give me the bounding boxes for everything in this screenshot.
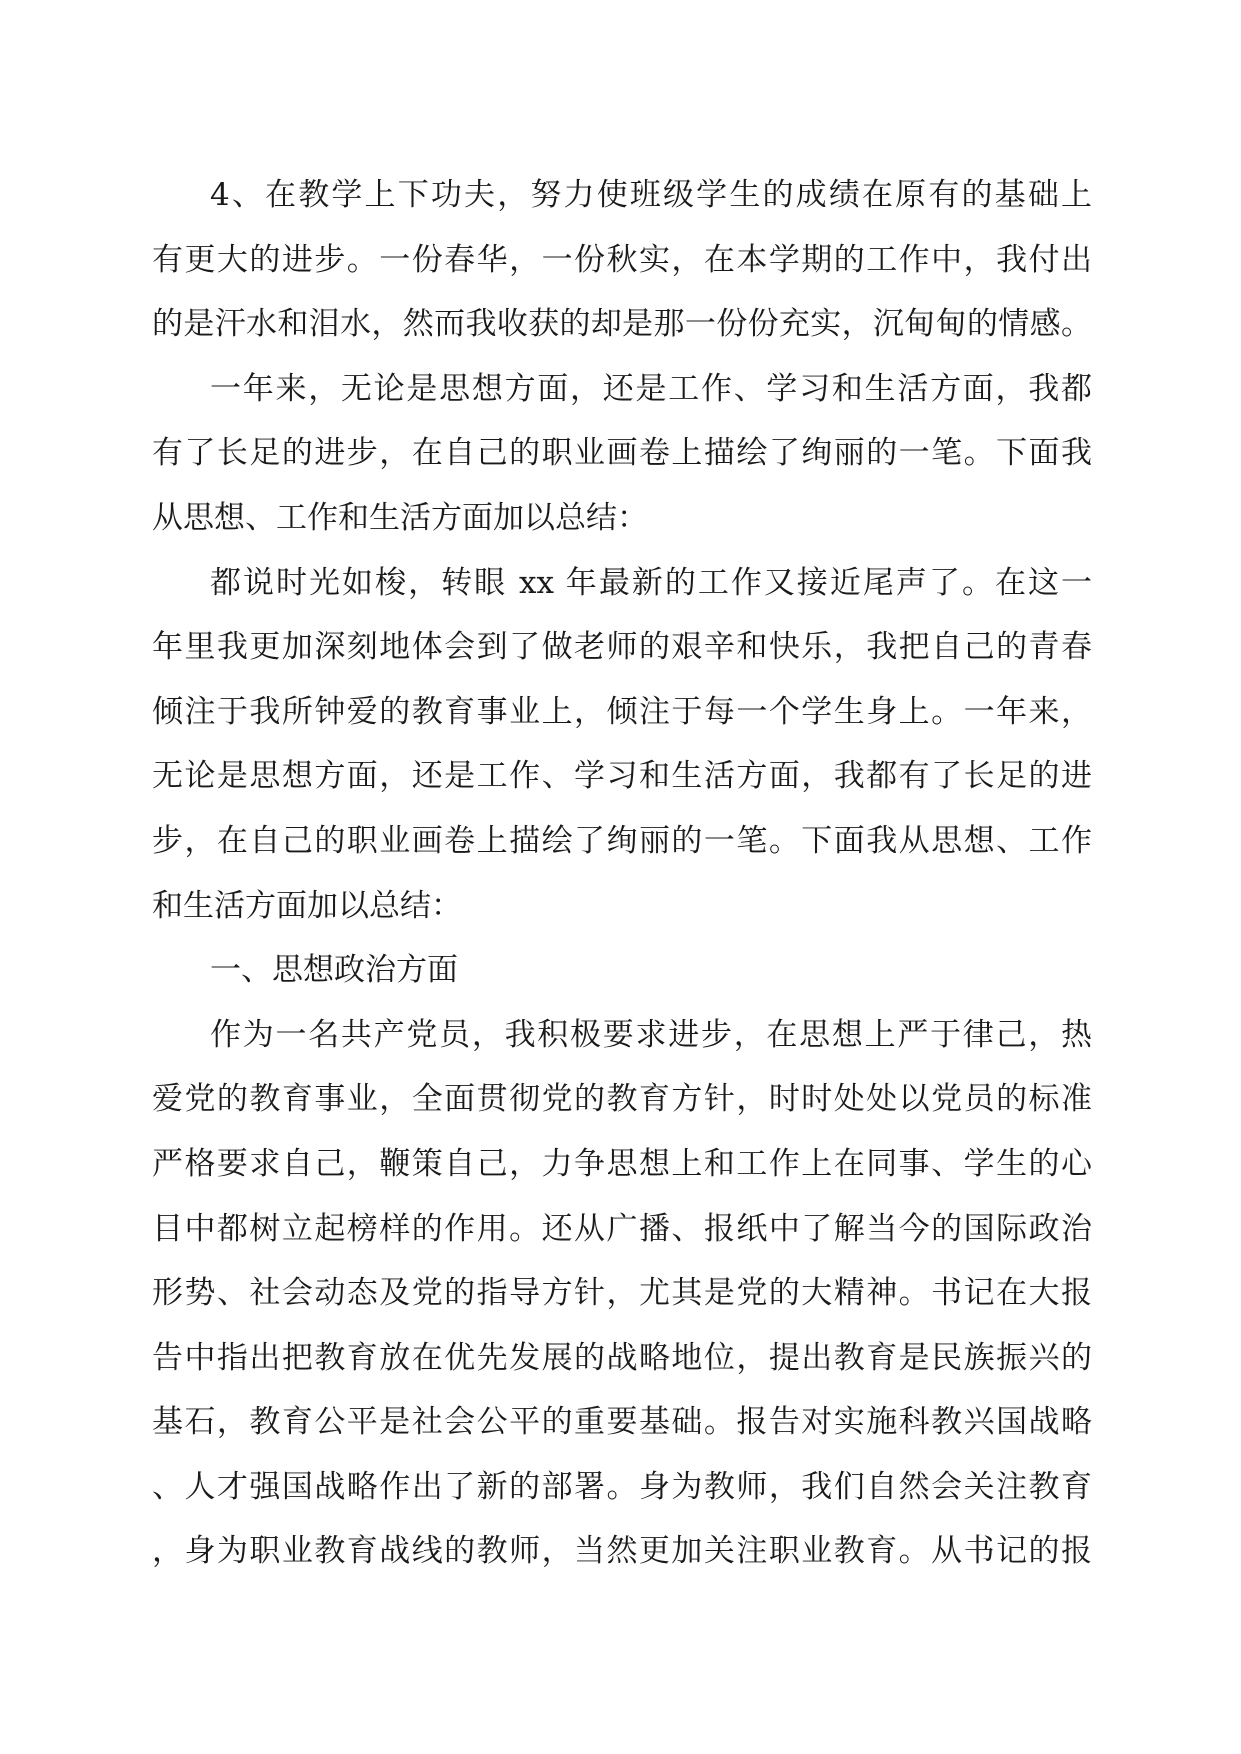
text-line: 告中指出把教育放在优先发展的战略地位，提出教育是民族振兴的	[152, 1339, 1092, 1376]
text-line: 形势、社会动态及党的指导方针，尤其是党的大精神。书记在大报	[152, 1275, 1092, 1312]
text-line: 倾注于我所钟爱的教育事业上，倾注于每一个学生身上。一年来，	[152, 693, 1092, 730]
paragraph	[152, 163, 1092, 357]
text-line: 一年来，无论是思想方面，还是工作、学习和生活方面，我都	[210, 370, 1092, 407]
section-heading-text: 一、思想政治方面	[210, 952, 458, 989]
text-line: 、人才强国战略作出了新的部署。身为教师，我们自然会关注教育	[152, 1468, 1092, 1505]
text-line: 年里我更加深刻地体会到了做老师的艰辛和快乐，我把自己的青春	[152, 629, 1092, 666]
text-line: 步，在自己的职业画卷上描绘了绚丽的一笔。下面我从思想、工作	[152, 822, 1092, 859]
text-line: 作为一名共产党员，我积极要求进步，在思想上严于律己，热	[210, 1016, 1092, 1053]
text-line: 基石，教育公平是社会公平的重要基础。报告对实施科教兴国战略	[152, 1404, 1092, 1441]
text-line: 目中都树立起榜样的作用。还从广播、报纸中了解当今的国际政治	[152, 1210, 1092, 1247]
paragraph	[152, 357, 1092, 551]
text-line: 从思想、工作和生活方面加以总结：	[152, 499, 648, 536]
text-line: 严格要求自己，鞭策自己，力争思想上和工作上在同事、学生的心	[152, 1145, 1092, 1182]
text-line: 有了长足的进步，在自己的职业画卷上描绘了绚丽的一笔。下面我	[152, 435, 1092, 472]
text-line: ，身为职业教育战线的教师，当然更加关注职业教育。从书记的报	[152, 1533, 1092, 1570]
document-body	[152, 163, 1092, 1584]
text-line: 的是汗水和泪水，然而我收获的却是那一份份充实，沉甸甸的情感。	[152, 306, 1092, 343]
section-heading	[152, 938, 1092, 1003]
paragraph	[152, 551, 1092, 939]
text-line: 和生活方面加以总结：	[152, 887, 462, 924]
text-line: 4、在教学上下功夫，努力使班级学生的成绩在原有的基础上	[210, 177, 1092, 213]
paragraph	[152, 1003, 1092, 1584]
text-line: 爱党的教育事业，全面贯彻党的教育方针，时时处处以党员的标准	[152, 1081, 1092, 1118]
text-line: 无论是思想方面，还是工作、学习和生活方面，我都有了长足的进	[152, 758, 1092, 795]
text-line: 有更大的进步。一份春华，一份秋实，在本学期的工作中，我付出	[152, 241, 1092, 278]
text-line: 都说时光如梭，转眼 xx 年最新的工作又接近尾声了。在这一	[210, 564, 1092, 601]
